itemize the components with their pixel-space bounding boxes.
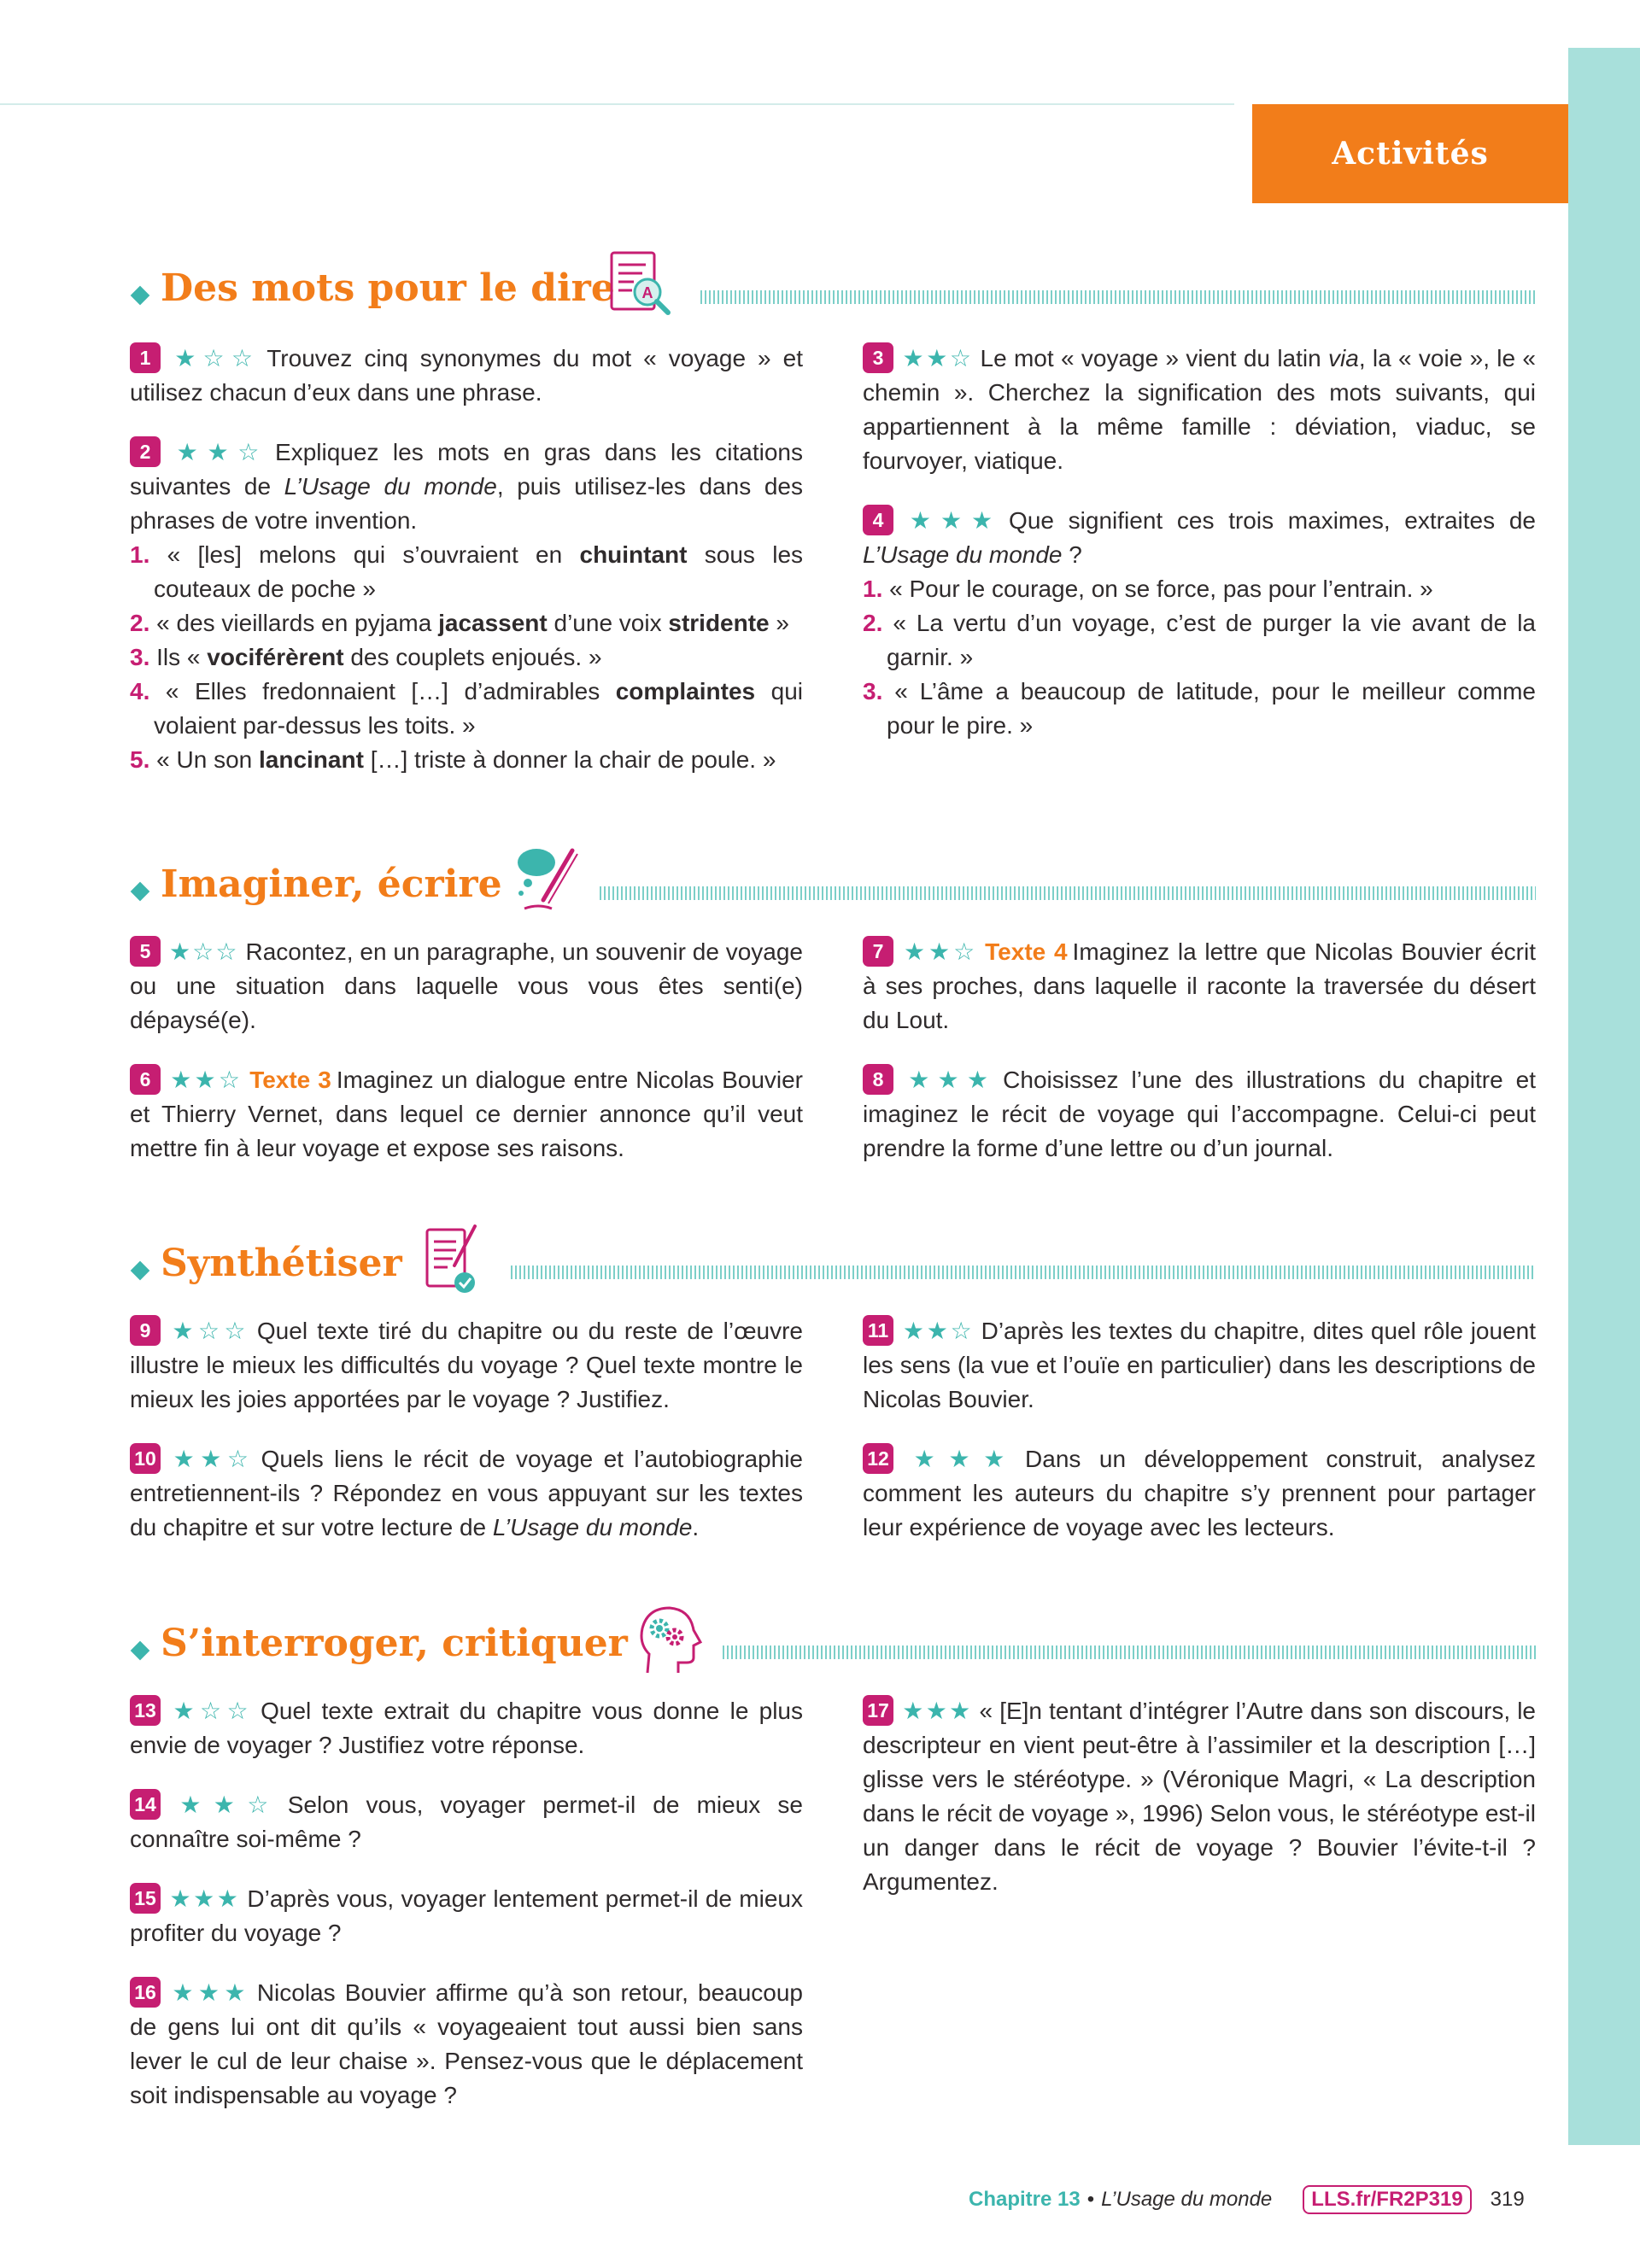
text-run: « des vieillards en pyjama [156,610,439,636]
text-run: Que signifient ces trois maximes, extraites de [1009,507,1536,534]
text-run: Dans un développement construit, analysez comment les auteurs du chapitre s’y prennent pour partager leur expérience de voyage avec les lecteurs. [863,1446,1536,1540]
activity-6 [130,1063,803,1166]
activity-text [130,1976,803,2113]
activity-number-badge: 3 [863,342,893,373]
text-run: des couplets enjoués. » [343,644,602,670]
text-run: . [692,1514,700,1540]
quote-item [130,743,803,777]
column-right [863,935,1536,1191]
quote-item [130,538,803,606]
text-run: Ils « [156,644,208,670]
top-rule [0,103,1234,105]
difficulty-stars-icon: ★★☆ [169,439,269,465]
difficulty-stars-icon: ★★☆ [169,1792,281,1818]
difficulty-stars-icon: ★★★ [169,1885,241,1912]
text-run: Quel texte tiré du chapitre ou du reste de l’œuvre illustre le mieux les difficultés du voyage ? Quel texte montre le mieux les joies apportées par le voyage ? Justifiez. [130,1318,803,1412]
activity-number-badge: 2 [130,436,161,467]
text-run: Quels liens le récit de voyage et l’autobiographie entretiennent-ils ? Répondez en vous appuyant sur les textes du chapitre et sur votre lecture de [130,1446,803,1540]
document-magnifier-icon [608,248,678,326]
section-heading-imaginer [130,854,1536,931]
text-run: Imaginez la lettre que Nicolas Bouvier écrit à ses proches, dans laquelle il raconte la traversée du désert du Lout. [863,938,1537,1033]
column-left [130,1694,803,2138]
text-run: […] triste à donner la chair de poule. » [363,746,776,773]
difficulty-stars-icon: ★☆☆ [169,1318,250,1344]
text-run: » [769,610,789,636]
text-run: Quel texte extrait du chapitre vous donne le plus envie de voyager ? Justifiez votre réponse. [130,1698,803,1758]
text-run: « Un son [156,746,259,773]
quote-item [130,640,803,675]
hatch-rule [600,886,1536,900]
text-run: « L’âme a beaucoup de latitude, pour le meilleur comme pour le pire. » [887,678,1536,739]
text-reference: Texte 3 [249,1067,331,1093]
activity-text [130,342,803,410]
activity-number-badge: 14 [130,1789,161,1820]
activity-11 [863,1314,1536,1417]
difficulty-stars-icon: ★★☆ [902,345,974,371]
activity-text [130,1314,803,1417]
bold-term: lancinant [259,746,364,773]
text-run: Selon vous, voyager permet-il de mieux se connaître soi-même ? [130,1792,803,1852]
diamond-bullet-icon [131,286,150,306]
quote-number: 3. [863,678,883,704]
section-title: Synthétiser [161,1242,402,1285]
svg-text:A: A [641,284,653,301]
activity-number-badge: 15 [130,1883,161,1914]
activity-9 [130,1314,803,1417]
section-title: S’interroger, critiquer [161,1622,628,1665]
activity-15 [130,1882,803,1950]
section-heading-mots [130,258,1536,335]
column-right [863,342,1536,769]
diamond-bullet-icon [131,1641,150,1661]
footer-separator: • [1086,2188,1095,2211]
difficulty-stars-icon: ★☆☆ [169,938,239,965]
activity-number-badge: 7 [863,936,893,967]
head-gears-icon [634,1603,704,1681]
activity-2 [130,435,803,777]
activity-10 [130,1442,803,1545]
quote-number: 5. [130,746,150,773]
activity-number-badge: 1 [130,342,161,373]
bold-term: stridente [668,610,770,636]
activity-text [863,1442,1536,1545]
hatch-rule [511,1266,1536,1279]
quote-number: 4. [130,678,150,704]
text-run: Expliquez les mots en gras dans les citations suivantes de [130,439,803,500]
column-right [863,1314,1536,1570]
difficulty-stars-icon: ★★☆ [169,1446,255,1472]
quote-item [863,675,1536,743]
difficulty-stars-icon: ★★☆ [902,938,979,965]
activity-13 [130,1694,803,1762]
activity-number-badge: 12 [863,1443,893,1474]
quote-number: 3. [130,644,150,670]
activity-3 [863,342,1536,478]
activity-14 [130,1788,803,1856]
activity-number-badge: 9 [130,1315,161,1346]
bold-term: vociférèrent [207,644,344,670]
difficulty-stars-icon: ★★★ [902,1698,973,1724]
activity-number-badge: 4 [863,505,893,535]
activity-text [130,1063,803,1166]
column-left [130,342,803,803]
italic-title: via [1328,345,1359,371]
text-run: ? [1062,541,1082,568]
activity-text [863,1314,1536,1417]
difficulty-stars-icon: ★★★ [902,1446,1019,1472]
difficulty-stars-icon: ★★★ [902,1067,997,1093]
bold-term: jacassent [438,610,548,636]
activity-5 [130,935,803,1038]
activity-text [130,1882,803,1950]
italic-title: L’Usage du monde [492,1514,693,1540]
quote-number: 2. [130,610,150,636]
activity-text [863,342,1536,478]
difficulty-stars-icon: ★★★ [169,1979,250,2006]
text-run: Nicolas Bouvier affirme qu’à son retour, beaucoup de gens lui ont dit qu’ils « voyageaient tout aussi bien sans lever le cul de leur chaise ». Pensez-vous que le déplacement soit indispensable au voyage ? [130,1979,804,2108]
text-run: « Elles fredonnaient […] d’admirables [165,678,616,704]
text-run: Imaginez un dialogue entre Nicolas Bouvier et Thierry Vernet, dans lequel ce dernier annonce qu’il veut mettre fin à leur voyage et expose ses raisons. [130,1067,804,1161]
text-run: d’une voix [547,610,669,636]
column-left [130,1314,803,1570]
quote-item [863,606,1536,675]
activity-text [130,1442,803,1545]
italic-title: L’Usage du monde [284,473,497,500]
footer-chapter: Chapitre 13 [969,2188,1081,2211]
bold-term: chuintant [579,541,688,568]
activity-text [130,435,803,538]
activity-12 [863,1442,1536,1545]
text-run: D’après les textes du chapitre, dites quel rôle jouent les sens (la vue et l’ouïe en particulier) dans les descriptions de Nicolas Bouvier. [863,1318,1537,1412]
activity-17 [863,1694,1536,1899]
activity-number-badge: 5 [130,936,161,967]
quote-number: 1. [130,541,150,568]
hatch-rule [723,1645,1536,1659]
footer-link-code[interactable]: LLS.fr/FR2P319 [1303,2185,1471,2214]
text-run: « Pour le courage, on se force, pas pour l’entrain. » [889,576,1433,602]
activity-text [130,1788,803,1856]
activity-4 [863,504,1536,743]
quote-item [863,572,1536,606]
activity-number-badge: 17 [863,1695,893,1726]
activity-text [863,504,1536,572]
quote-item [130,606,803,640]
activity-1 [130,342,803,410]
text-run: , la « voie », le « chemin ». Cherchez la signification des mots suivants, qui appartiennent à la même famille : déviation, viaduc, se fourvoyer, viatique. [863,345,1536,474]
section-tab-label: Activités [1332,136,1489,172]
checklist-icon [422,1223,492,1301]
section-heading-interroger [130,1613,1536,1690]
activity-text [863,1063,1536,1166]
text-run: Racontez, en un paragraphe, un souvenir de voyage ou une situation dans laquelle vous vous êtes senti(e) dépaysé(e). [130,938,804,1033]
text-run: « La vertu d’un voyage, c’est de purger la vie avant de la garnir. » [887,610,1536,670]
difficulty-stars-icon: ★★★ [902,507,1003,534]
text-run: « [E]n tentant d’intégrer l’Autre dans son discours, le descripteur en vient peut-être à l’assimiler et la description […] glisse vers le stéréotype. » (Véronique Magri, « La description dans le récit de voyage », 1996) Selon vous, le stéréotype est-il un danger dans le récit de voyage ? Bouvier l’évite-t-il ? Argumentez. [863,1698,1536,1895]
diamond-bullet-icon [131,1261,150,1281]
text-run: « [les] melons qui s’ouvraient en [167,541,580,568]
activity-number-badge: 10 [130,1443,161,1474]
activity-text [863,935,1536,1038]
activity-text [130,1694,803,1762]
text-run: sous les couteaux de poche » [154,541,804,602]
activity-16 [130,1976,803,2113]
column-left [130,935,803,1191]
section-tab [1252,104,1568,203]
section-title: Des mots pour le dire [161,266,615,310]
text-run: , puis utilisez-les dans des phrases de votre invention. [130,473,803,534]
text-run: Le mot « voyage » vient du latin [980,345,1329,371]
quote-number: 1. [863,576,883,602]
hatch-rule [700,290,1536,304]
page-number: 319 [1490,2188,1525,2211]
difficulty-stars-icon: ★★☆ [902,1318,975,1344]
activity-number-badge: 11 [863,1315,893,1346]
activity-text [130,935,803,1038]
thought-pen-icon [512,844,583,922]
quote-item [130,675,803,743]
column-right [863,1694,1536,1925]
text-run: D’après vous, voyager lentement permet-il de mieux profiter du voyage ? [130,1885,803,1946]
text-run: Choisissez l’une des illustrations du chapitre et imaginez le récit de voyage qui l’accompagne. Celui-ci peut prendre la forme d’une lettre ou d’un journal. [863,1067,1536,1161]
section-title: Imaginer, écrire [161,862,502,906]
italic-title: L’Usage du monde [863,541,1063,568]
activity-number-badge: 8 [863,1064,893,1095]
activity-8 [863,1063,1536,1166]
difficulty-stars-icon: ★☆☆ [169,345,261,371]
footer-work-title: L’Usage du monde [1101,2188,1273,2211]
bold-term: complaintes [615,678,756,704]
activity-text [863,1694,1536,1899]
activity-number-badge: 13 [130,1695,161,1726]
activity-number-badge: 16 [130,1977,161,2008]
difficulty-stars-icon: ★☆☆ [169,1698,255,1724]
diamond-bullet-icon [131,882,150,902]
text-run: Trouvez cinq synonymes du mot « voyage » et utilisez chacun d’eux dans une phrase. [130,345,803,406]
difficulty-stars-icon: ★★☆ [169,1067,243,1093]
side-stripe [1568,48,1640,2145]
text-reference: Texte 4 [985,938,1068,965]
page-footer [969,2183,1549,2217]
activity-number-badge: 6 [130,1064,161,1095]
activity-7 [863,935,1536,1038]
text-run: qui volaient par-dessus les toits. » [154,678,803,739]
section-heading-synthetiser [130,1233,1536,1310]
quote-number: 2. [863,610,883,636]
